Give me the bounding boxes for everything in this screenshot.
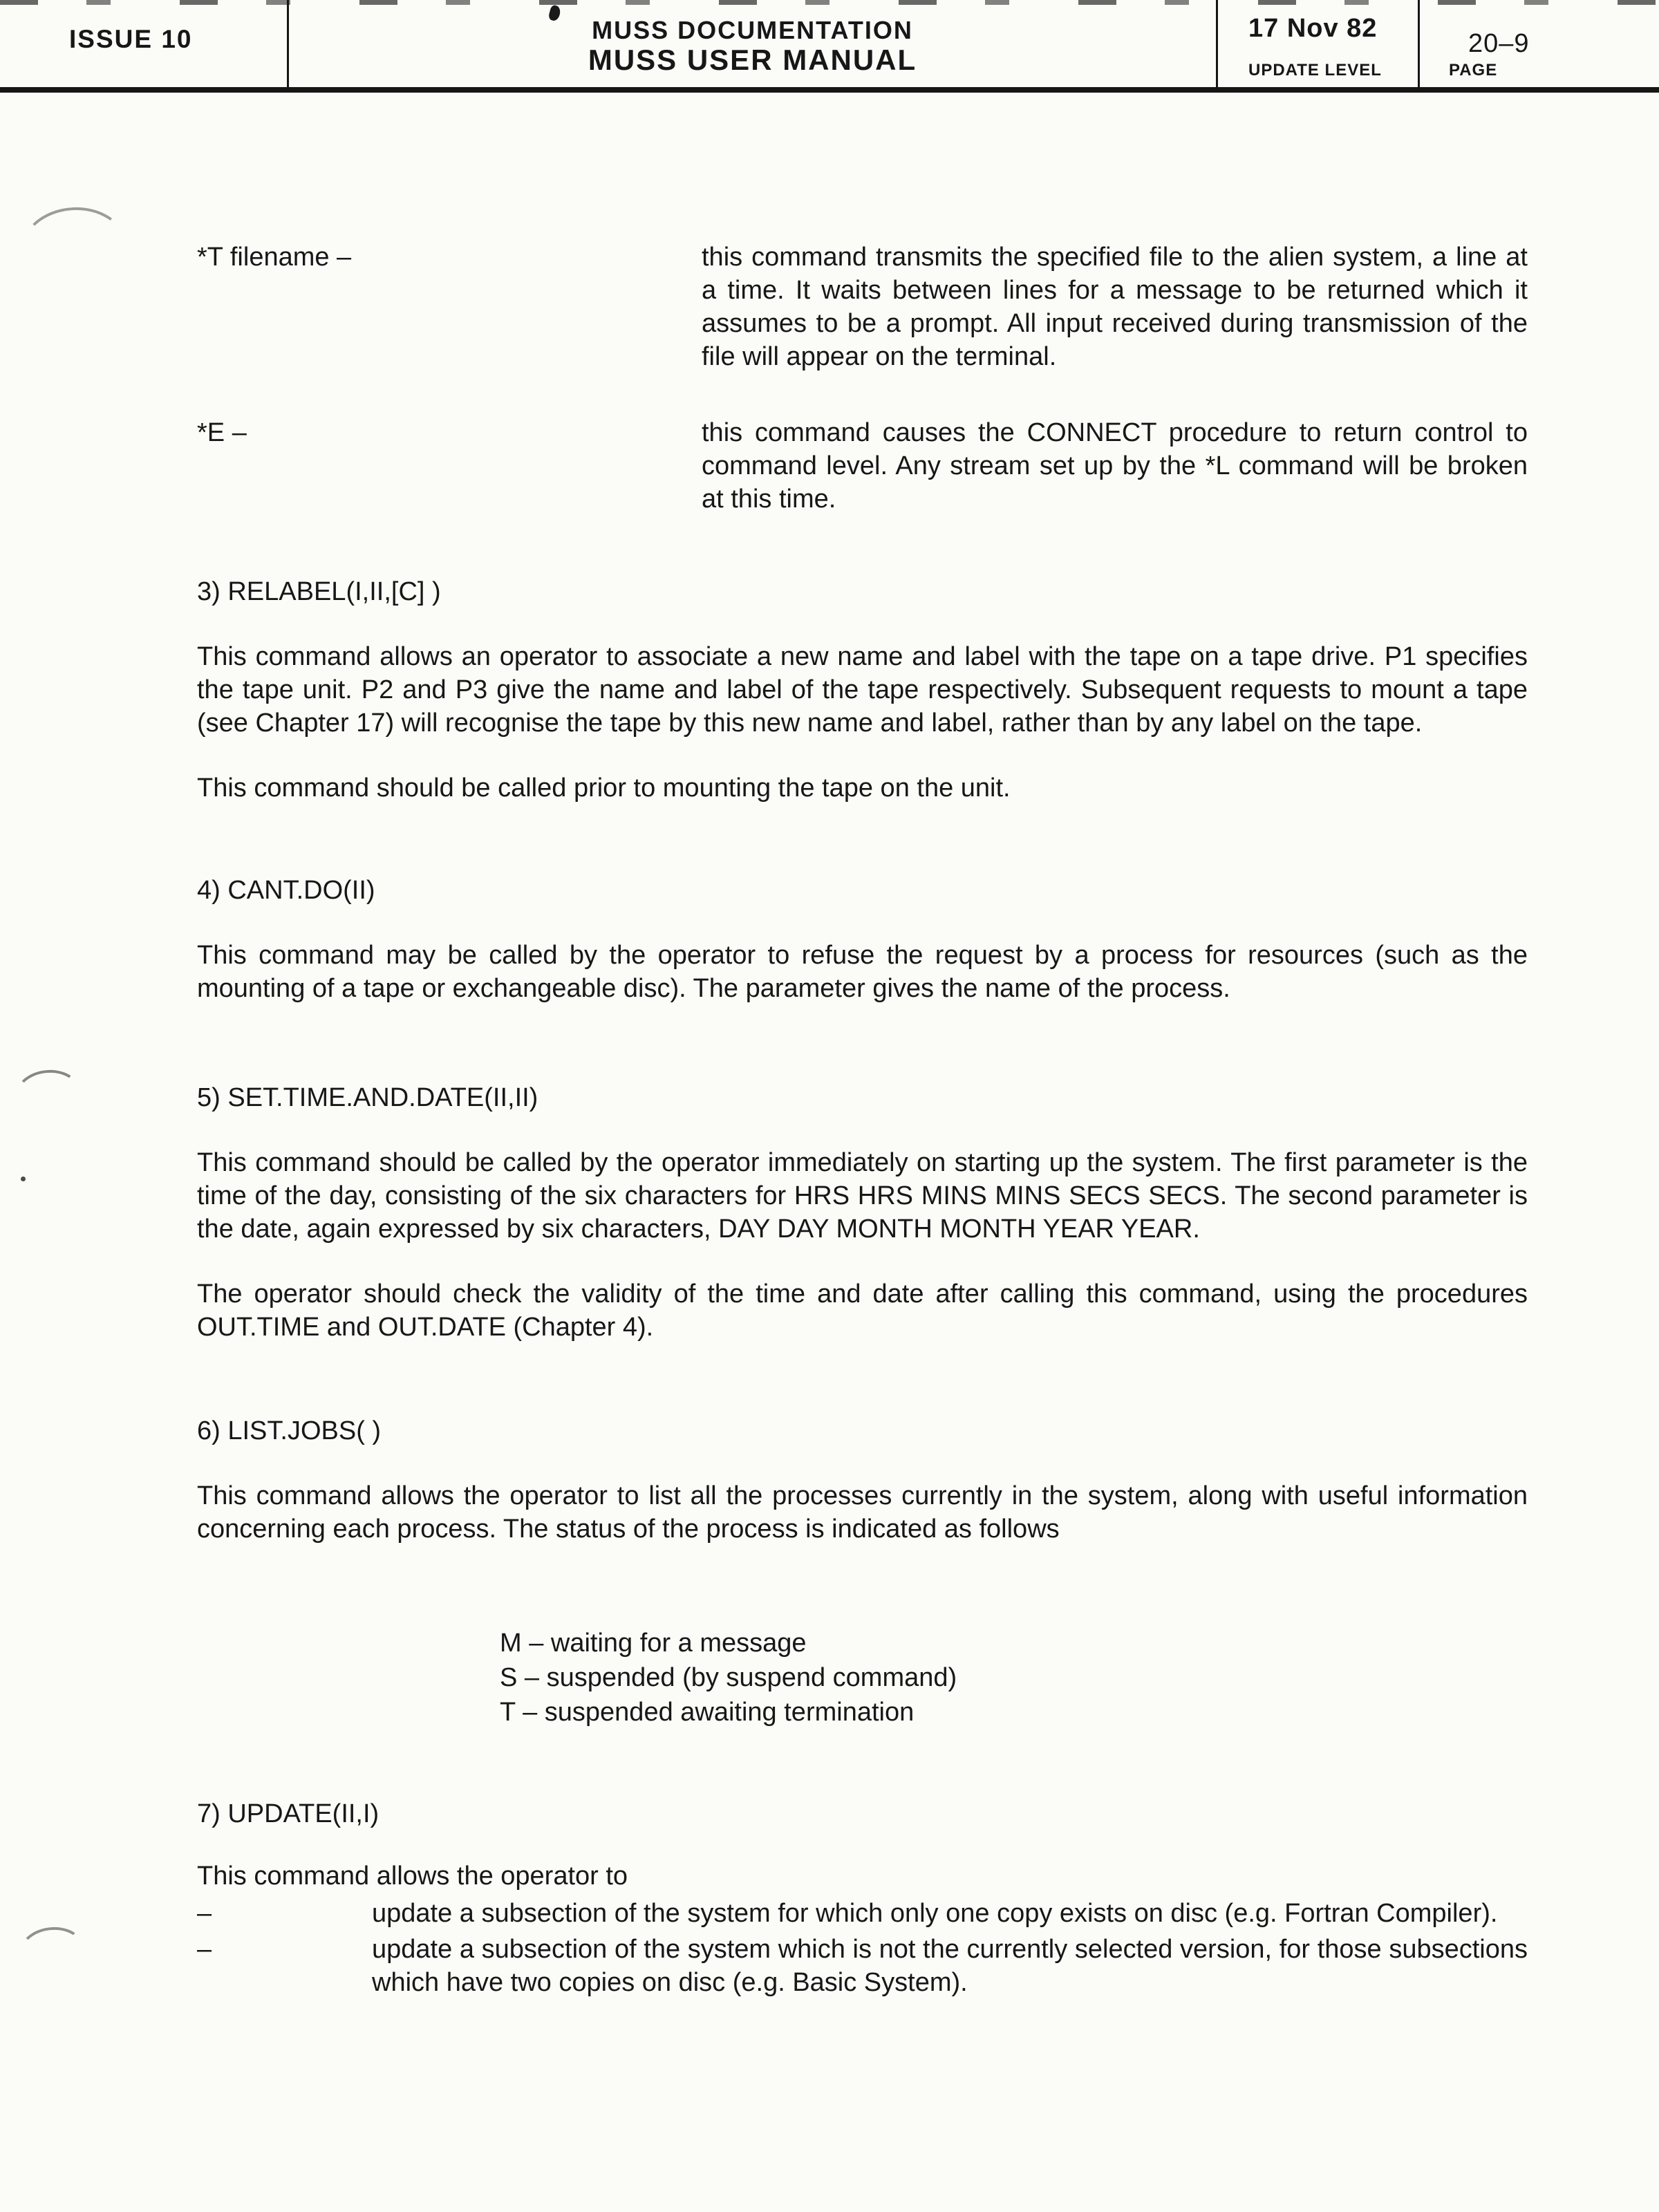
definition-description: this command causes the CONNECT procedure to return control to command level. Any stream set up by the *L command will be broken at this time. [702,418,1528,514]
bullet-marker: – [197,1899,212,1928]
process-status-list [500,1626,1528,1730]
paragraph: This command may be called by the operator to refuse the request by a process for resources (such as the mounting of a tape or exchangeable disc). The parameter gives the name of the process. [197,941,1528,1003]
page-number-cell [1420,0,1659,87]
paragraph: This command allows the operator to [197,1862,628,1891]
page-label: PAGE [1449,61,1498,79]
bullet-item [197,1933,1528,1999]
section-heading-relabel: 3) RELABEL(I,II,[C] ) [197,577,441,606]
bullet-text: update a subsection of the system for which only one copy exists on disc (e.g. Fortran Compiler). [372,1899,1498,1928]
page-header [0,0,1659,93]
issue-label: ISSUE 10 [69,25,193,53]
section-heading-settimedate: 5) SET.TIME.AND.DATE(II,II) [197,1083,538,1112]
scan-artifact-arc [17,1924,88,1979]
update-date: 17 Nov 82 [1248,14,1378,43]
bullet-text: update a subsection of the system which is not the currently selected version, for those subsections which have two copies on disc (e.g. Basic System). [372,1935,1528,1997]
doc-title-line1: MUSS DOCUMENTATION [592,16,913,44]
paragraph: This command allows an operator to associate a new name and label with the tape on a tape drive. P1 specifies the tape unit. P2 and P3 give the name and label of the tape respectively. Subsequent requests to mount a tape (see Chapter 17) will recognise the tape by this new name and label, rather than by any label on the tape. [197,642,1528,738]
update-level-cell [1218,0,1420,87]
paragraph: This command allows the operator to list all the processes currently in the system, along with useful information concerning each process. The status of the process is indicated as follows [197,1481,1528,1544]
scan-edge-smudge [0,0,1659,5]
definition-term: *T filename – [197,243,352,272]
bullet-item [197,1897,1528,1930]
issue-cell [0,0,289,87]
section-heading-update: 7) UPDATE(II,I) [197,1799,379,1828]
definition-term: *E – [197,418,247,447]
definition-row [197,241,1528,373]
section-heading-listjobs: 6) LIST.JOBS( ) [197,1416,382,1445]
scan-artifact-arc [18,204,131,294]
page-body [197,93,1528,1999]
section-heading-cantdo: 4) CANT.DO(II) [197,876,375,905]
paragraph: This command should be called by the operator immediately on starting up the system. The first parameter is the time of the day, consisting of the six characters for HRS HRS MINS MINS SECS SECS. The second parameter is the date, again expressed by six characters, DAY DAY MONTH MONTH YEAR YEAR. [197,1148,1528,1244]
page-number: 20–9 [1468,29,1530,58]
bullet-marker: – [197,1935,212,1964]
update-bullet-list [197,1897,1528,1999]
update-level-label: UPDATE LEVEL [1248,61,1382,79]
definition-row [197,416,1528,516]
definition-description: this command transmits the specified file to the alien system, a line at a time. It waits between lines for a message to be returned which it assumes to be a prompt. All input received during transmission of the file will appear on the terminal. [702,243,1528,371]
status-list-item: T – suspended awaiting termination [500,1698,915,1727]
doc-title-line2: MUSS USER MANUAL [588,44,917,76]
paragraph: This command should be called prior to mounting the tape on the unit. [197,774,1011,803]
status-list-item: M – waiting for a message [500,1629,807,1658]
paragraph: The operator should check the validity of the time and date after calling this command, using the procedures OUT.TIME and OUT.DATE (Chapter 4). [197,1280,1528,1342]
scan-artifact-arc [13,1067,84,1122]
command-definition-list [197,93,1528,516]
status-list-item: S – suspended (by suspend command) [500,1663,957,1692]
scan-artifact-dot [21,1177,26,1181]
title-cell [289,0,1218,87]
